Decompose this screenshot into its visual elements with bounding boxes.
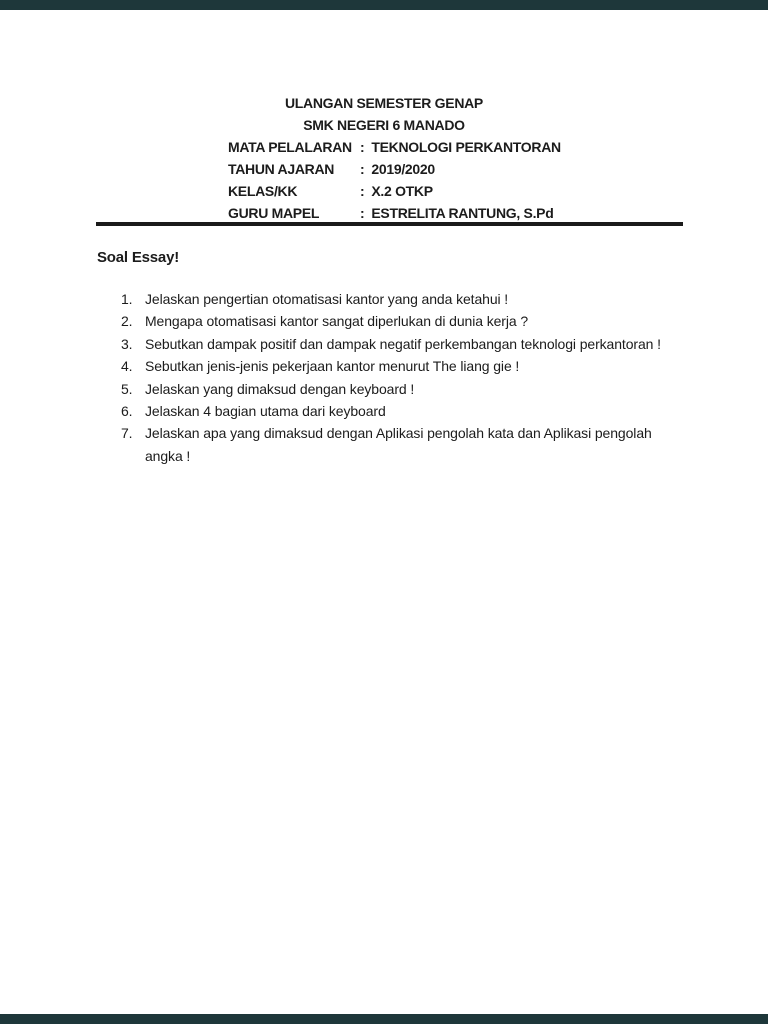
question-number: 5.: [121, 380, 133, 397]
question-text: Jelaskan apa yang dimaksud dengan Aplikasi pengolah kata dan Aplikasi pengolah angka !: [145, 425, 652, 464]
meta-value-class: X.2 OTKP: [371, 183, 433, 199]
question-item: [121, 288, 721, 310]
meta-separator: :: [360, 205, 365, 221]
exam-title: ULANGAN SEMESTER GENAP: [285, 95, 483, 111]
question-text: Jelaskan yang dimaksud dengan keyboard !: [145, 380, 415, 397]
exam-meta-block: [228, 136, 561, 224]
question-text: Sebutkan dampak positif dan dampak negatif perkembangan teknologi perkantoran !: [145, 335, 661, 352]
question-item: [121, 422, 721, 467]
section-heading: Soal Essay!: [97, 249, 180, 266]
meta-label-class: KELAS/KK: [228, 183, 298, 199]
viewer-top-bar: [0, 0, 768, 10]
meta-label-teacher: GURU MAPEL: [228, 205, 320, 221]
question-number: 3.: [121, 335, 133, 352]
question-text: Jelaskan pengertian otomatisasi kantor yang anda ketahui !: [145, 291, 509, 307]
meta-value-subject: TEKNOLOGI PERKANTORAN: [371, 139, 561, 155]
document-page: [0, 10, 768, 1014]
meta-row-subject: [228, 136, 561, 158]
question-number: 2.: [121, 313, 133, 330]
meta-row-class: [228, 180, 561, 202]
meta-separator: :: [360, 139, 365, 155]
document-header: [0, 92, 768, 136]
school-name: SMK NEGERI 6 MANADO: [303, 117, 465, 133]
question-item: [121, 333, 721, 355]
meta-separator: :: [360, 161, 365, 177]
question-item: [121, 310, 721, 332]
question-item: [121, 400, 721, 422]
meta-separator: :: [360, 183, 365, 199]
question-number: 1.: [121, 291, 133, 307]
question-number: 7.: [121, 425, 133, 442]
meta-row-year: [228, 158, 561, 180]
meta-row-teacher: [228, 202, 561, 224]
viewer-bottom-bar: [0, 1014, 768, 1024]
meta-value-year: 2019/2020: [371, 161, 435, 177]
question-text: Mengapa otomatisasi kantor sangat diperlukan di dunia kerja ?: [145, 313, 529, 330]
meta-label-year: TAHUN AJARAN: [228, 161, 335, 177]
question-number: 6.: [121, 403, 133, 420]
question-list: [121, 288, 721, 467]
header-divider: [96, 222, 683, 226]
meta-label-subject: MATA PELALARAN: [228, 139, 352, 155]
question-item: [121, 378, 721, 400]
question-text: Jelaskan 4 bagian utama dari keyboard: [145, 403, 386, 420]
question-text: Sebutkan jenis-jenis pekerjaan kantor menurut The liang gie !: [145, 358, 520, 375]
question-number: 4.: [121, 358, 133, 375]
question-item: [121, 355, 721, 377]
meta-value-teacher: ESTRELITA RANTUNG, S.Pd: [371, 205, 554, 221]
